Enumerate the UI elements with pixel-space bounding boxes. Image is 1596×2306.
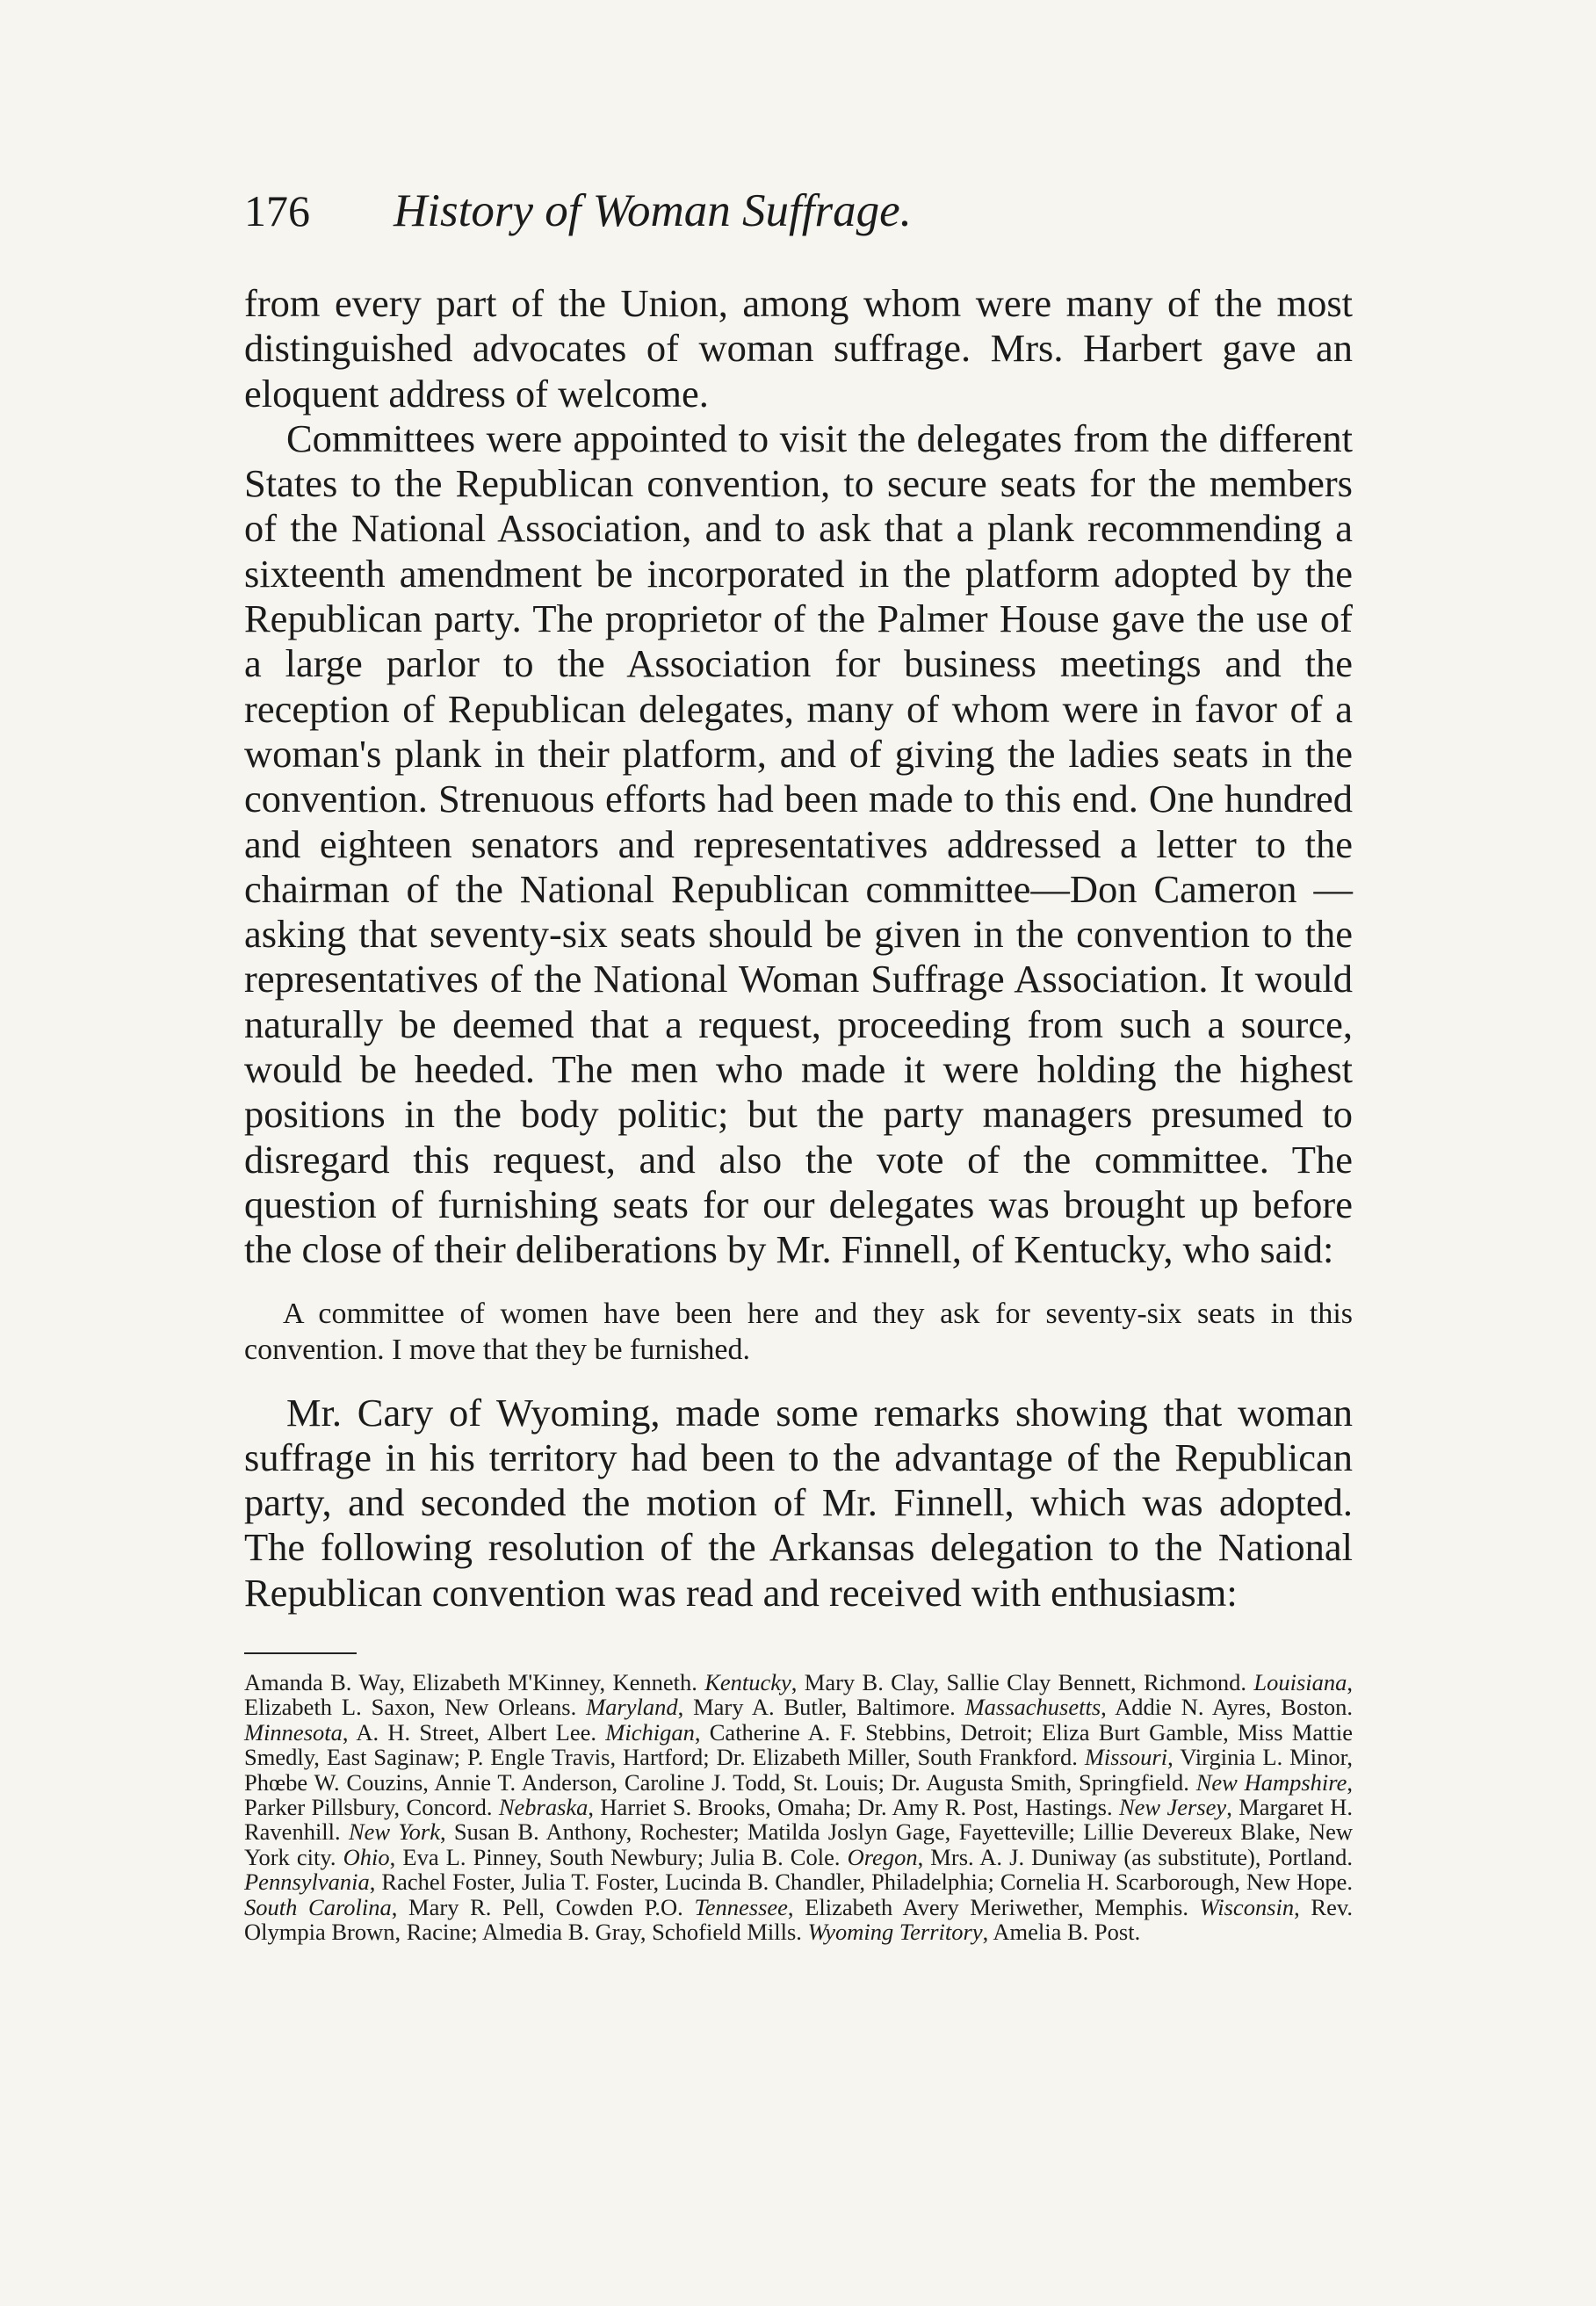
- footnote-state-name: South Carolina: [244, 1893, 392, 1920]
- footnote-names: , Elizabeth L. Saxon, New Orleans.: [244, 1669, 1353, 1721]
- footnote-state-name: Oregon: [847, 1843, 918, 1870]
- paragraph: Mr. Cary of Wyoming, made some remarks showing that woman suffrage in his territory had been to the advantage of the Republican party, and seconded the motion of Mr. Finnell, which was adopted. The following resolution of the Arkansas delegation to the National Republican convention was read and received with enthusiasm:: [244, 1390, 1353, 1615]
- footnote-names: , Mary B. Clay, Sallie Clay Bennett, Richmond.: [791, 1669, 1254, 1696]
- footnote-names: , Mrs. A. J. Duniway (as substitute), Portland.: [917, 1843, 1353, 1870]
- footnote-state-name: Massachusetts: [964, 1694, 1101, 1721]
- footnote-names: , Virginia L. Minor, Phœbe W. Couzins, Annie T. Anderson, Caroline J. Todd, St. Louis; Dr. Augusta Smith, Springfield.: [244, 1744, 1353, 1796]
- footnote-state-name: New Jersey: [1119, 1794, 1227, 1821]
- footnote-state-name: Missouri: [1084, 1744, 1168, 1771]
- footnote-state-name: Ohio: [343, 1843, 390, 1870]
- body-text-continued: [244, 1391, 1353, 1616]
- block-quote: [244, 1296, 1353, 1368]
- book-page: [244, 184, 1353, 1944]
- footnote-state-name: Minnesota: [244, 1718, 343, 1746]
- footnote-names: , Elizabeth Avery Meriwether, Memphis.: [787, 1893, 1200, 1920]
- footnote-names: Amanda B. Way, Elizabeth M'Kinney, Kenneth.: [244, 1669, 705, 1696]
- footnote-names: , Mary R. Pell, Cowden P.O.: [391, 1893, 695, 1920]
- footnote-state-name: Pennsylvania: [244, 1869, 370, 1896]
- footnote-state-name: Kentucky: [704, 1669, 791, 1696]
- footnote-names: , Margaret H. Ravenhill.: [244, 1794, 1353, 1846]
- footnote-state-name: Wyoming Territory: [807, 1919, 983, 1946]
- footnote: [244, 1670, 1353, 1944]
- page-number: 176: [244, 186, 310, 235]
- paragraph: from every part of the Union, among whom were many of the most distinguished advocates of woman suffrage. Mrs. Harbert gave an eloquent address of welcome.: [244, 281, 1353, 416]
- footnote-state-name: Tennessee: [694, 1893, 788, 1920]
- footnote-state-name: Wisconsin: [1199, 1893, 1295, 1920]
- footnote-names: , Catherine A. F. Stebbins, Detroit; Eliza Burt Gamble, Miss Mattie Smedly, East Saginaw; P. Engle Travis, Hartford; Dr. Elizabeth Miller, South Frankford.: [244, 1718, 1353, 1771]
- footnote-names: , Rev. Olympia Brown, Racine; Almedia B. Gray, Schofield Mills.: [244, 1893, 1354, 1946]
- footnote-state-name: Maryland: [586, 1694, 678, 1721]
- footnote-state-name: New York: [348, 1818, 440, 1846]
- footnote-rule: [244, 1652, 357, 1654]
- footnote-names: , Rachel Foster, Julia T. Foster, Lucinda B. Chandler, Philadelphia; Cornelia H. Scarborough, New Hope.: [369, 1869, 1353, 1896]
- footnote-state-name: Louisiana: [1253, 1669, 1347, 1696]
- quote-text: A committee of women have been here and they ask for seventy-six seats in this convention. I move that they be furnished.: [244, 1297, 1353, 1366]
- footnote-state-name: New Hampshire: [1195, 1768, 1347, 1796]
- footnote-names: , Susan B. Anthony, Rochester; Matilda Joslyn Gage, Fayetteville; Lillie Devereux Blake, New York city.: [244, 1818, 1353, 1870]
- footnote-names: , Harriet S. Brooks, Omaha; Dr. Amy R. Post, Hastings.: [588, 1794, 1119, 1821]
- paragraph: Committees were appointed to visit the delegates from the different States to the Republican convention, to secure seats for the members of the National Association, and to ask that a plank recommending a sixteenth amendment be incorporated in the platform adopted by the Republican party. The proprietor of the Palmer House gave the use of a large parlor to the Association for business meetings and the reception of Republican delegates, many of whom were in favor of a woman's plank in their platform, and of giving the ladies seats in the convention. Strenuous efforts had been made to this end. One hundred and eighteen senators and representatives addressed a letter to the chairman of the National Republican committee—Don Cameron —asking that seventy-six seats should be given in the convention to the representatives of the National Woman Suffrage Association. It would naturally be deemed that a request, proceeding from such a source, would be heeded. The men who made it were holding the highest positions in the body politic; but the party managers presumed to disregard this request, and also the vote of the committee. The question of furnishing seats for our delegates was brought up before the close of their deliberations by Mr. Finnell, of Kentucky, who said:: [244, 416, 1353, 1272]
- footnote-text: [244, 1670, 1353, 1944]
- page-header: [244, 184, 1353, 281]
- footnote-names: , A. H. Street, Albert Lee.: [342, 1718, 606, 1746]
- running-title: History of Woman Suffrage.: [394, 185, 912, 236]
- footnote-names: , Eva L. Pinney, South Newbury; Julia B. Cole.: [389, 1843, 848, 1870]
- footnote-state-name: Nebraska: [498, 1794, 589, 1821]
- footnote-names: , Mary A. Butler, Baltimore.: [677, 1694, 965, 1721]
- footnote-names: , Addie N. Ayres, Boston.: [1101, 1694, 1353, 1721]
- footnote-names: , Parker Pillsbury, Concord.: [244, 1768, 1354, 1821]
- footnote-names: , Amelia B. Post.: [982, 1919, 1141, 1946]
- body-text: [244, 281, 1353, 1273]
- footnote-state-name: Michigan: [605, 1718, 695, 1746]
